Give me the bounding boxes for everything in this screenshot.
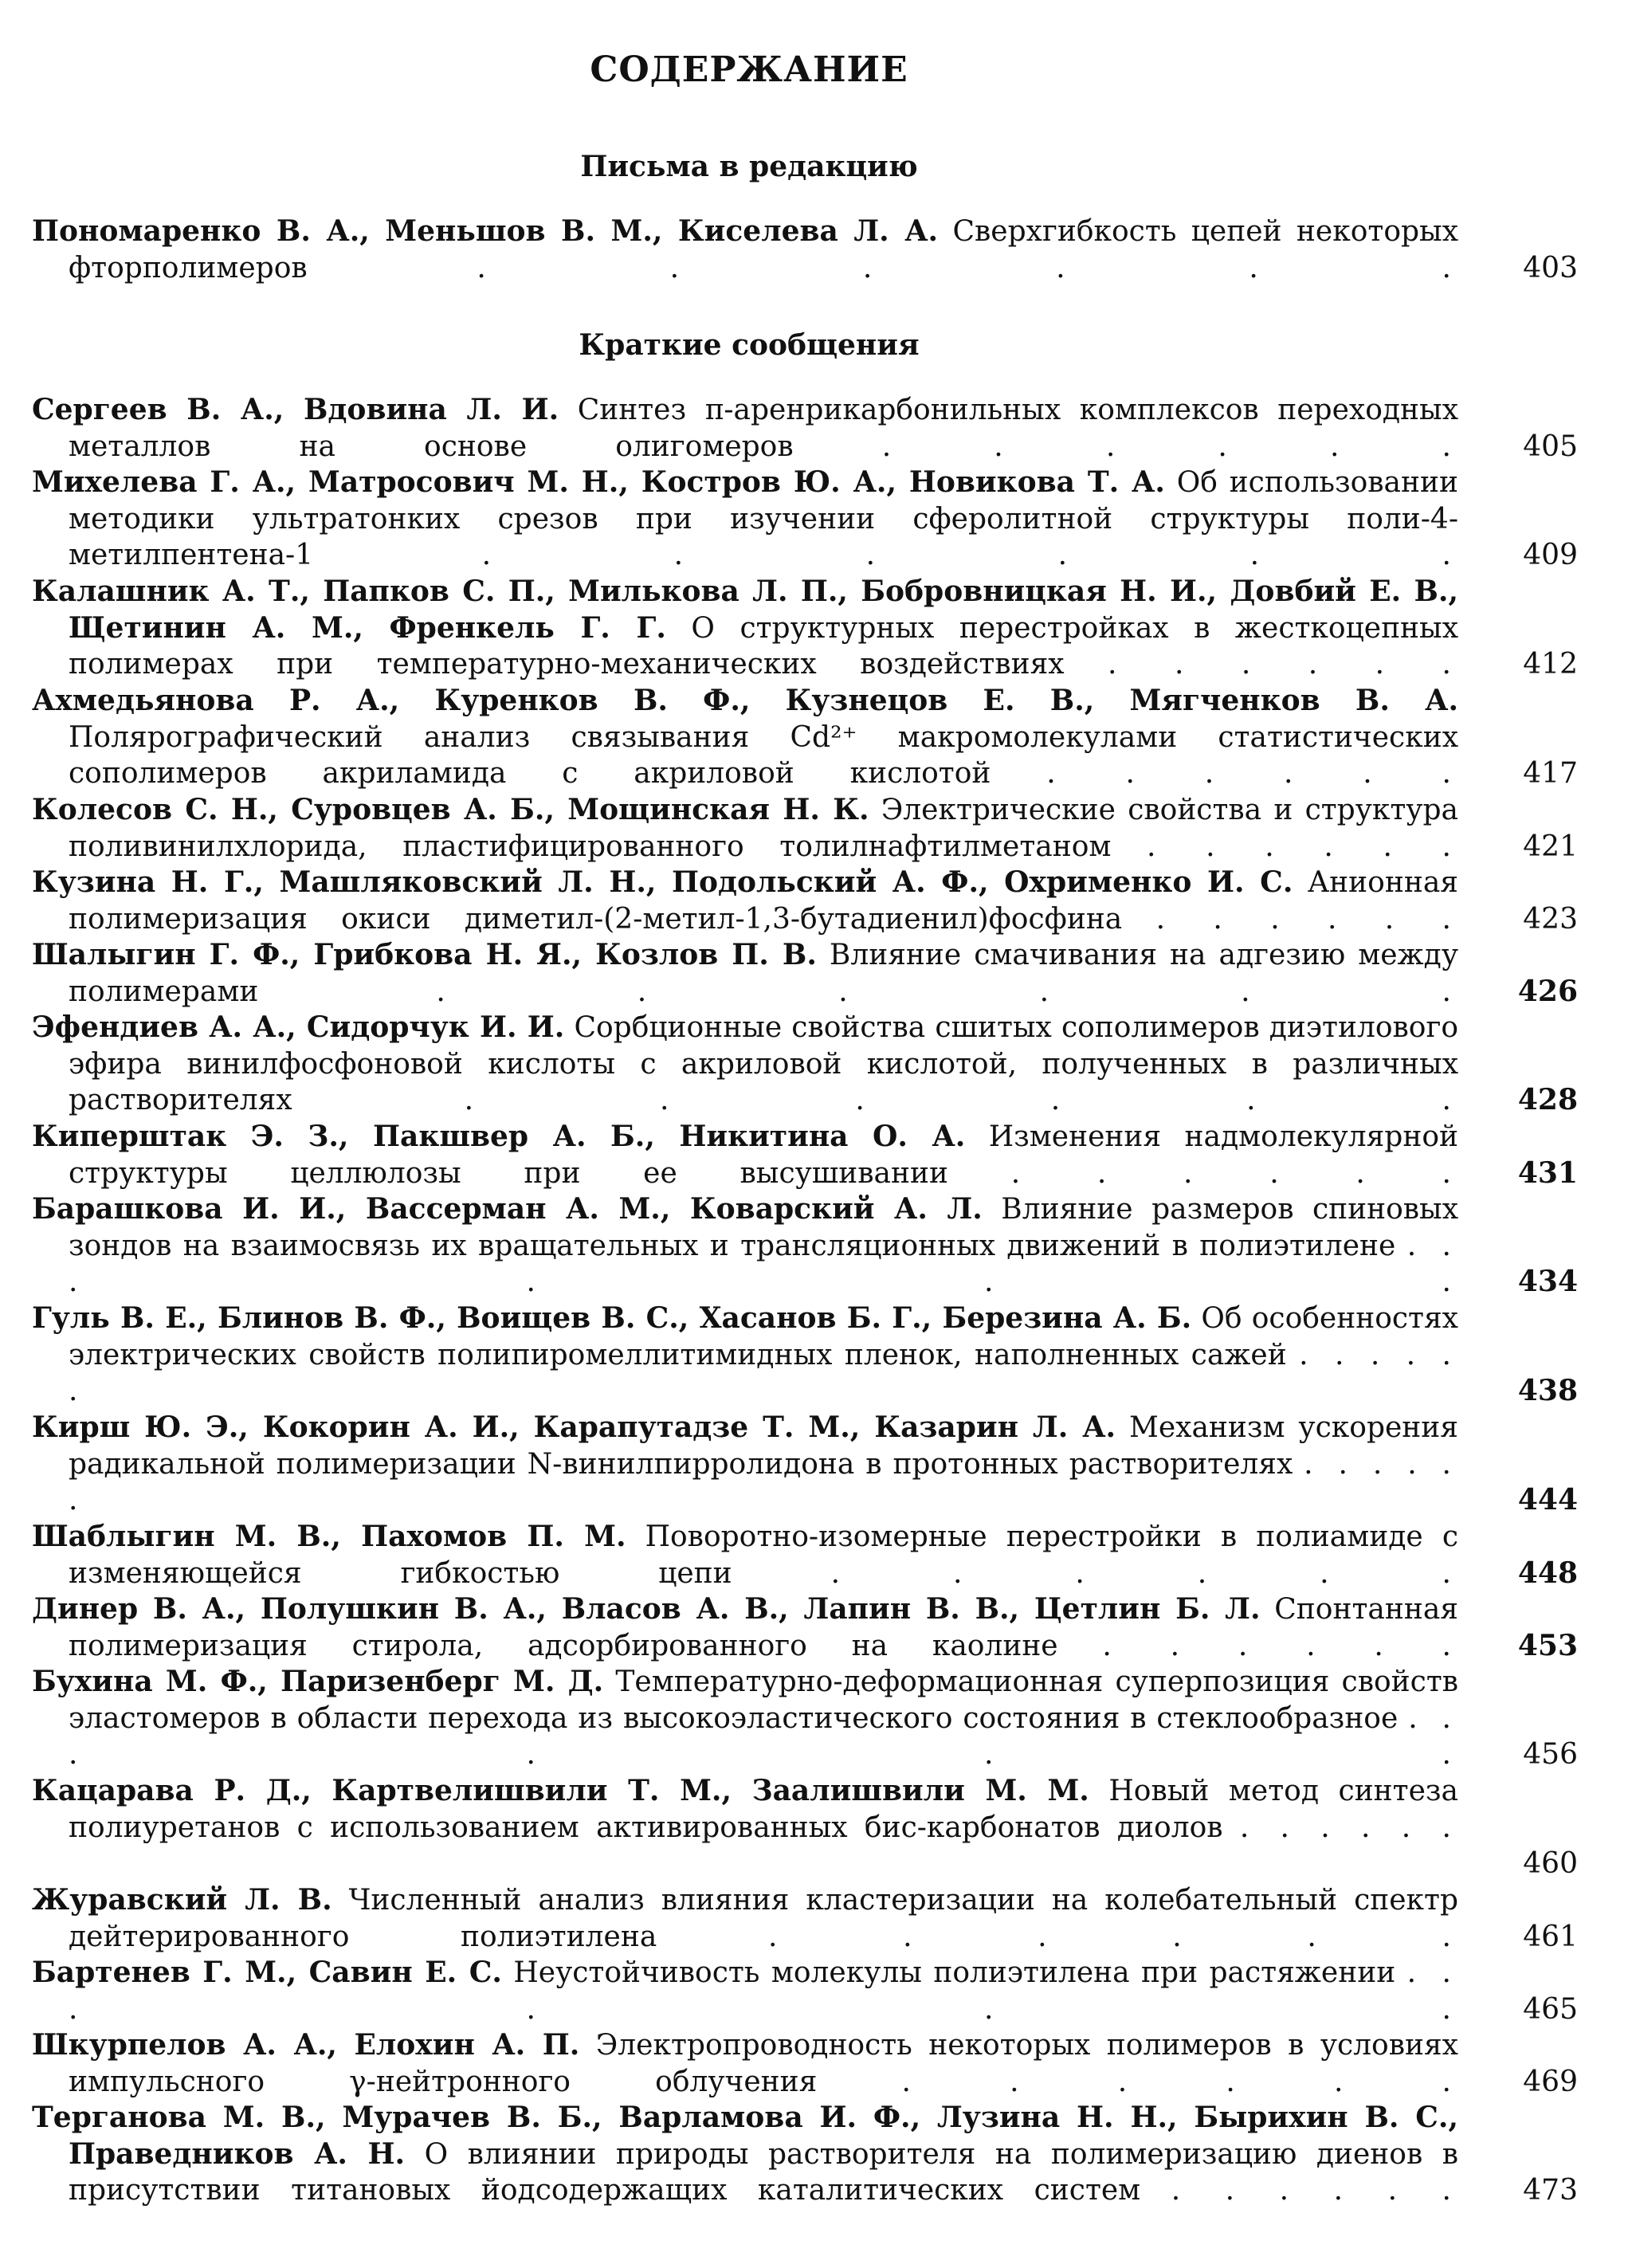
entry-authors: Бартенев Г. М., Савин Е. С. [32,1956,502,1989]
toc-entry [32,214,1458,286]
toc-entry [32,1010,1458,1119]
leader-dots: . . . . . . [1239,1811,1458,1844]
entry-title: Сверхгибкость цепей некоторых фторполимеров [69,215,1458,284]
entry-authors: Киперштак Э. З., Пакшвер А. Б., Никитина О. А. [32,1120,966,1153]
section-heading-short-reports: Краткие сообщения [579,328,920,362]
entry-title: О влиянии природы растворителя на полимеризацию диенов в присутствии титановых йодсодержащих каталитических систем [69,2137,1458,2207]
entry-page-number: 448 [1517,1556,1578,1590]
entry-page-number: 456 [1523,1738,1578,1771]
toc-entry [32,574,1458,683]
toc-entry [32,865,1458,937]
entry-authors: Журавский Л. В. [32,1883,332,1917]
entry-page-number: 417 [1523,757,1578,790]
leader-dots: . . . . . . [881,430,1458,463]
entry-title: Сорбционные свойства сшитых сополимеров диэтилового эфира винилфосфоновой кислоты с акриловой кислотой, полученных в различных растворителях [69,1011,1458,1116]
entry-title: Влияние размеров спиновых зондов на взаимосвязь их вращательных и трансляционных движений в полиэтилене [69,1193,1458,1262]
leader-dots: . . . . . . [464,1084,1458,1116]
entry-authors: Кузина Н. Г., Машляковский Л. Н., Подольский А. Ф., Охрименко И. С. [32,865,1293,899]
toc-entry [32,937,1458,1010]
entry-authors: Шаблыгин М. В., Пахомов П. М. [32,1520,626,1553]
entry-authors: Шкурпелов А. А., Елохин А. П. [32,2028,580,2062]
toc-entry [32,792,1458,865]
section-heading-letters: Письма в редакцию [580,150,918,183]
entry-authors: Калашник А. Т., Папков С. П., Милькова Л. П., Бобровницкая Н. И., Довбий Е. В., Щетинин А. М., Френкель Г. Г. [32,575,1458,645]
toc-entry [32,683,1458,792]
toc-entry [32,2100,1458,2209]
entry-authors: Шалыгин Г. Ф., Грибкова Н. Я., Козлов П. В. [32,938,817,971]
leader-dots: . . . . . . [1046,757,1458,790]
entry-title: Синтез π-аренрикарбонильных комплексов переходных металлов на основе олигомеров [69,394,1459,463]
toc-entry [32,1955,1458,2027]
entry-page-number: 423 [1523,902,1578,936]
toc-entry [32,1664,1458,1773]
entry-authors: Сергеев В. А., Вдовина Л. И. [32,393,559,426]
entry-page-number: 426 [1517,974,1578,1008]
leader-dots: . . . . . . [1010,1156,1458,1190]
entry-authors: Терганова М. В., Мурачев В. Б., Варламова И. Ф., Лузина Н. Н., Бырихин В. С., Праведников А. Н. [32,2101,1458,2171]
entry-page-number: 405 [1523,430,1578,463]
entry-title: Об использовании методики ультратонких срезов при изучении сферолитной структуры поли-4-метилпентена-1 [69,466,1459,571]
leader-dots: . . . . . . [69,1956,1458,2026]
entry-title: Полярографический анализ связывания Cd²⁺ макромолекулами статистических сополимеров акриламида с акриловой кислотой [69,720,1458,790]
entry-page-number: 438 [1517,1374,1578,1407]
leader-dots: . . . . . . [1155,902,1458,936]
leader-dots: . . . . . . [767,1920,1458,1953]
entry-title: Влияние смачивания на адгезию между полимерами [69,939,1459,1008]
entry-title: Изменения надмолекулярной структуры целлюлозы при ее высушивании [69,1120,1458,1190]
entry-title: Электропроводность некоторых полимеров в условиях импульсного γ-нейтронного облучения [69,2029,1458,2098]
entry-title: Механизм ускорения радикальной полимеризации N-винилпирролидона в протонных растворителях [69,1411,1458,1481]
entry-page-number: 461 [1523,1920,1578,1953]
entry-title: Численный анализ влияния кластеризации на колебательный спектр дейтерированного полиэтилена [69,1884,1458,1953]
entry-page-number: 434 [1517,1265,1578,1298]
entry-title: Новый метод синтеза полиуретанов с использованием активированных бис-карбонатов диолов [69,1775,1458,1844]
entry-authors: Бухина М. Ф., Паризенберг М. Д. [32,1665,604,1698]
entry-page-number: 444 [1517,1483,1578,1517]
entry-authors: Пономаренко В. А., Меньшов В. М., Киселева Л. А. [32,214,939,248]
entry-page-number: 473 [1523,2174,1578,2207]
leader-dots: . . . . . . [901,2065,1458,2098]
toc-entry [32,1519,1458,1591]
entry-title: Электрические свойства и структура поливинилхлорида, пластифицированного толилнафтилметаном [69,794,1458,863]
page-title: СОДЕРЖАНИЕ [590,49,908,90]
entry-page-number: 428 [1517,1083,1578,1116]
leader-dots: . . . . . . [436,975,1458,1008]
entry-title: Анионная полимеризация окиси диметил-(2-метил-1,3-бутадиенил)фосфина [69,866,1459,936]
leader-dots: . . . . . . [477,251,1458,284]
entry-authors: Гуль В. Е., Блинов В. Ф., Воищев В. С., Хасанов Б. Г., Березина А. Б. [32,1301,1192,1335]
toc-entry [32,465,1458,574]
entry-authors: Ахмедьянова Р. А., Куренков В. Ф., Кузнецов Е. В., Мягченков В. А. [32,684,1458,717]
entry-authors: Михелева Г. А., Матросович М. Н., Костров Ю. А., Новикова Т. А. [32,465,1165,499]
leader-dots: . . . . . . [1147,830,1458,863]
entry-page-number: 412 [1523,648,1578,681]
entry-authors: Барашкова И. И., Вассерман А. М., Коварский А. Л. [32,1192,983,1226]
entry-title: Спонтанная полимеризация стирола, адсорбированного на каолине [69,1593,1458,1662]
leader-dots: . . . . . . [69,1338,1458,1407]
toc-entry [32,2027,1458,2100]
toc-entry [32,1301,1458,1410]
leader-dots: . . . . . . [1108,648,1458,681]
toc-entry [32,1773,1458,1846]
toc-entry [32,1591,1458,1664]
entry-title: Об особенностях электрических свойств полипиромеллитимидных пленок, наполненных сажей [69,1302,1458,1371]
entry-page-number: 421 [1523,830,1578,863]
entry-page-number: 403 [1523,251,1578,284]
leader-dots: . . . . . . [481,539,1458,571]
leader-dots: . . . . . . [1171,2174,1458,2207]
entry-title: Температурно-деформационная суперпозиция свойств эластомеров в области перехода из высокоэластического состояния в стеклообразное [69,1666,1458,1735]
entry-page-number: 453 [1517,1628,1578,1662]
entry-page-number: 431 [1517,1156,1578,1190]
leader-dots: . . . . . . [830,1556,1458,1590]
entry-authors: Динер В. А., Полушкин В. А., Власов А. В., Лапин В. В., Цетлин Б. Л. [32,1592,1261,1626]
entry-page-number: 465 [1523,1992,1578,2026]
entry-title: Поворотно-изомерные перестройки в полиамиде с изменяющейся гибкостью цепи [69,1521,1458,1590]
toc-entry [32,1191,1458,1301]
toc-entry [32,1410,1458,1519]
toc-entry [32,392,1458,465]
toc-entry [32,1119,1458,1191]
leader-dots: . . . . . . [1102,1629,1458,1662]
entry-authors: Колесов С. Н., Суровцев А. Б., Мощинская Н. К. [32,793,869,826]
leader-dots: . . . . . . [69,1701,1458,1771]
entry-authors: Эфендиев А. А., Сидорчук И. И. [32,1010,565,1044]
entry-title: О структурных перестройках в жесткоцепных полимерах при температурно-механических воздействиях [69,611,1459,681]
entry-page-number: 460 [1523,1847,1578,1880]
leader-dots: . . . . . . [69,1229,1458,1298]
toc-entry [32,1882,1458,1955]
entry-title: Неустойчивость молекулы полиэтилена при растяжении [501,1956,1407,1989]
leader-dots: . . . . . . [69,1447,1458,1517]
entry-authors: Кирш Ю. Э., Кокорин А. И., Карапутадзе Т. М., Казарин Л. А. [32,1411,1116,1444]
entry-page-number: 469 [1523,2065,1578,2098]
entry-page-number: 409 [1523,539,1578,571]
entry-authors: Кацарава Р. Д., Картвелишвили Т. М., Заалишвили М. М. [32,1774,1089,1807]
